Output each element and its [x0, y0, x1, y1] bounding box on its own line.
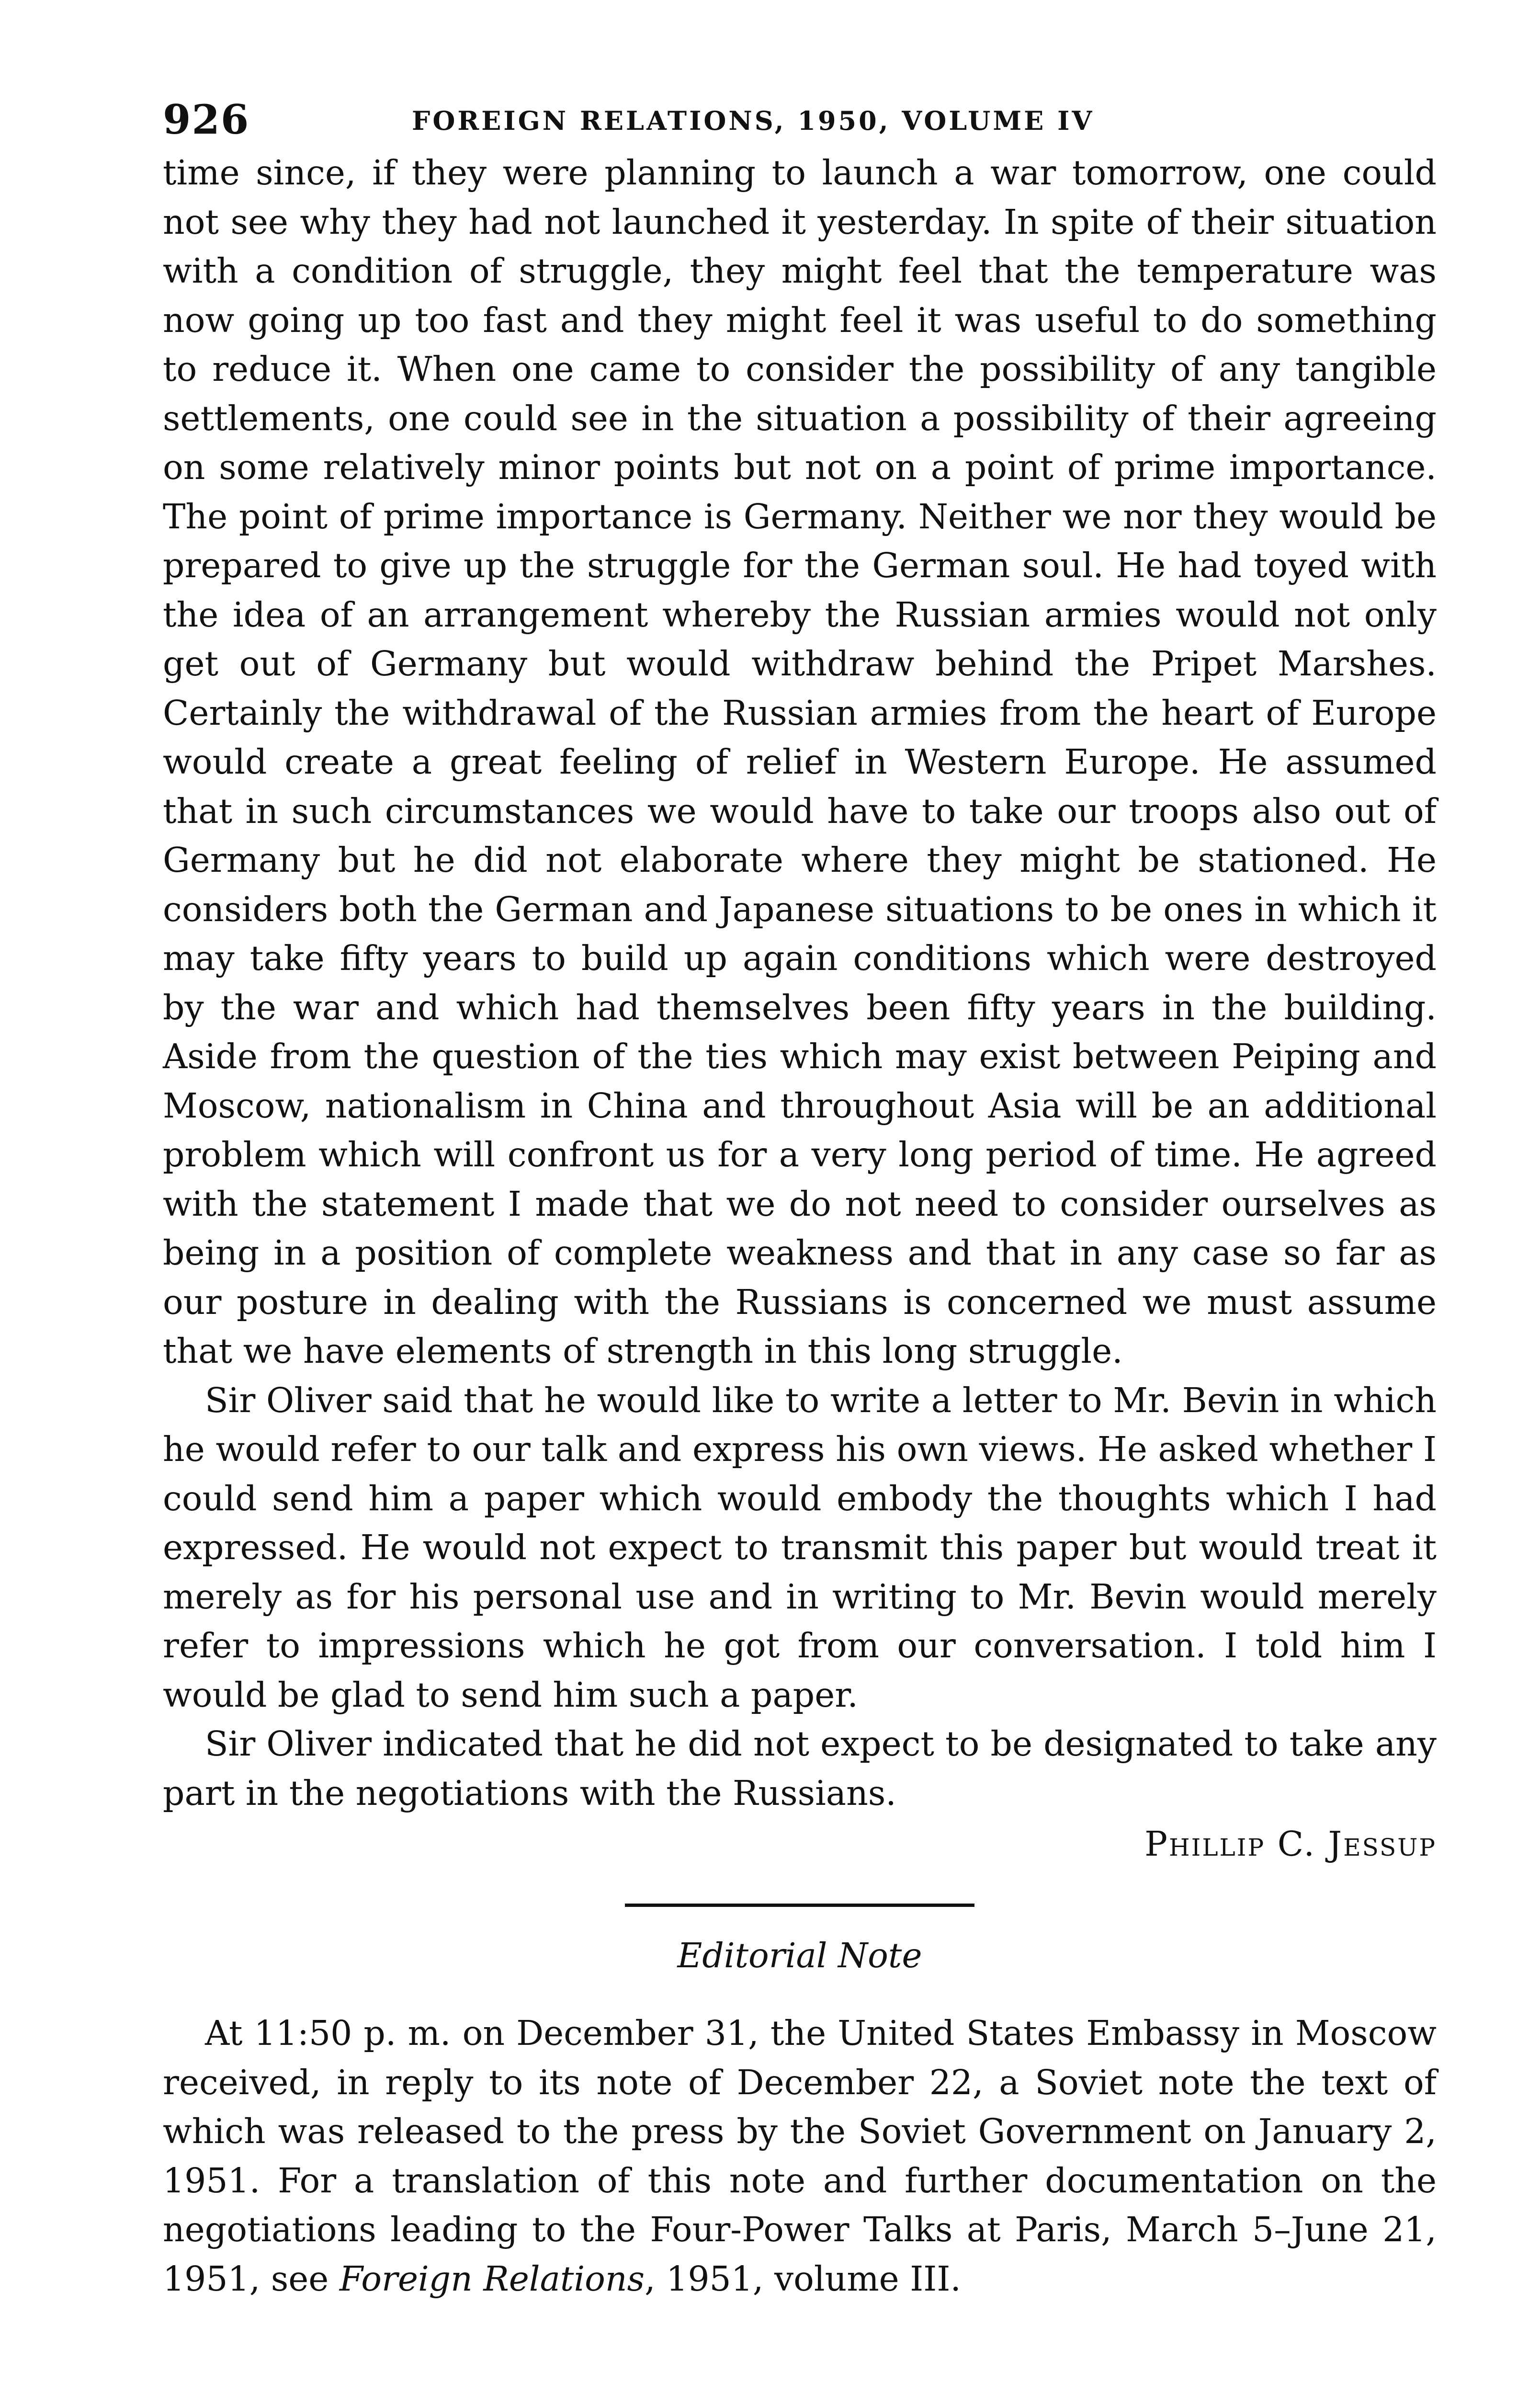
editorial-note-title: Editorial Note [677, 1935, 922, 1975]
editorial-note-citation: Foreign Relations [339, 2258, 645, 2299]
body-paragraph-sir-oliver-negotiations: Sir Oliver indicated that he did not expect to be designated to take any part in the negotiations with the Russians. [163, 1724, 1437, 1813]
body-paragraph-continued: time since, if they were planning to launch a war tomorrow, one could not see why they had not launched it yesterday. In spite of their situation with a condition of struggle, they might feel that the temperature was now going up too fast and they might feel it was useful to do something to reduce it. When one came to consider the possibility of any tangible settlements, one could see in the situation a possibility of their agreeing on some relatively minor points but not on a point of prime importance. The point of prime importance is Germany. Neither we nor they would be prepared to give up the struggle for the German soul. He had toyed with the idea of an arrangement whereby the Russian armies would not only get out of Germany but would withdraw behind the Pripet Marshes. Certainly the withdrawal of the Russian armies from the heart of Europe would create a great feeling of relief in Western Europe. He assumed that in such circumstances we would have to take our troops also out of Germany but he did not elaborate where they might be stationed. He considers both the German and Japanese situations to be ones in which it may take fifty years to build up again conditions which were destroyed by the war and which had themselves been fifty years in the building. Aside from the question of the ties which may exist between Peiping and Moscow, nationalism in China and throughout Asia will be an additional problem which will confront us for a very long period of time. He agreed with the statement I made that we do not need to consider ourselves as being in a position of complete weakness and that in any case so far as our posture in dealing with the Russians is concerned we must assume that we have elements of strength in this long struggle. [163, 153, 1437, 1371]
body-paragraph-sir-oliver-letter: Sir Oliver said that he would like to write a letter to Mr. Bevin in which he would refer to our talk and express his own views. He asked whether I could send him a paper which would embody the thoughts which I had expressed. He would not expect to transmit this paper but would treat it merely as for his personal use and in writing to Mr. Bevin would merely refer to impressions which he got from our conversation. I told him I would be glad to send him such a paper. [163, 1380, 1437, 1715]
editorial-note-text-after: , 1951, volume III. [645, 2258, 961, 2299]
page-number: 926 [163, 96, 250, 143]
editorial-note-text-before: At 11:50 p. m. on December 31, the United States Embassy in Moscow received, in reply to its note of December 22, a Soviet note the text of which was released to the press by the Soviet Government on January 2, 1951. For a translation of this note and further documentation on the negotiations leading to the Four-Power Talks at Paris, March 5–June 21, 1951, see [163, 2013, 1437, 2299]
editorial-note-paragraph [163, 2009, 1437, 2304]
document-page [163, 96, 1437, 2304]
section-divider [163, 1869, 1437, 1927]
running-title: FOREIGN RELATIONS, 1950, VOLUME IV [412, 105, 1095, 136]
running-head [163, 96, 1437, 148]
divider-rule [625, 1904, 974, 1907]
signature: Phillip C. Jessup [1144, 1824, 1437, 1864]
